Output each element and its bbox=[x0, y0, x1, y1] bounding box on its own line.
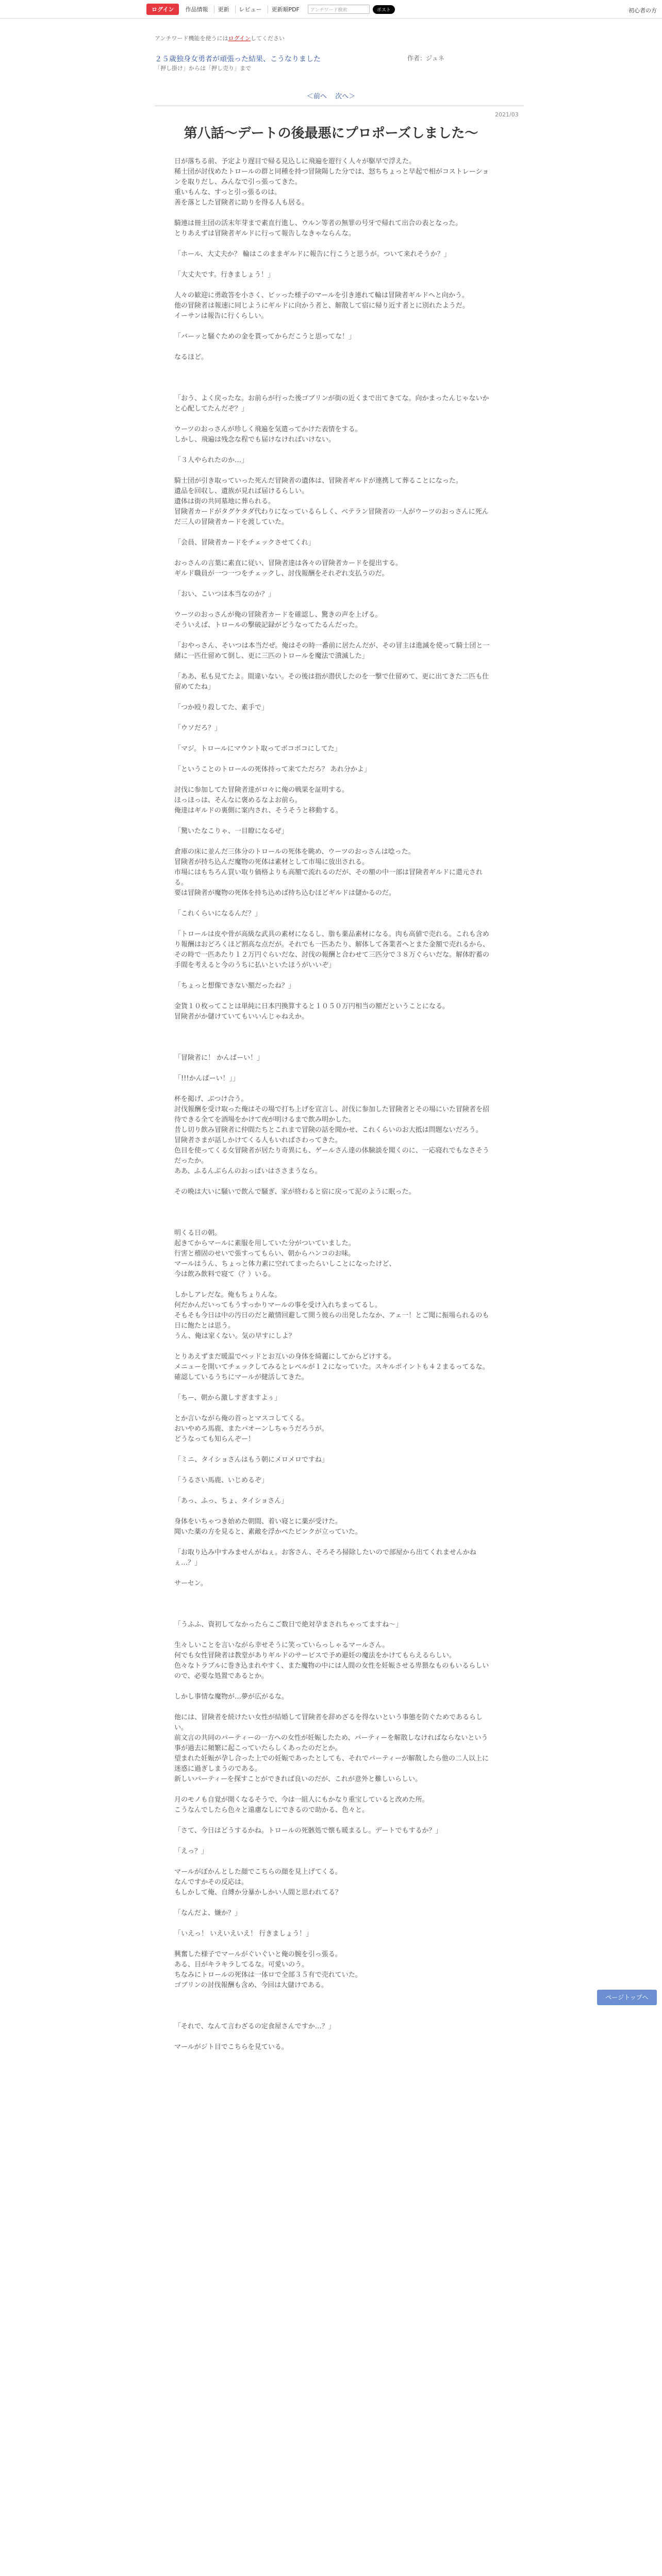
body-paragraph: 新しいパーティーを探すことができれば良いのだが、これが意外と難しいらしい。 bbox=[174, 1775, 422, 1783]
body-paragraph: 冒険者カードがタグケタダ代わりになっているらしく、ベテラン冒険者の一人がウーツのおっさんに死んだ三人の冒険者カードを渡していた。 bbox=[174, 508, 489, 526]
body-paragraph: とか言いながら俺の首っとマスコしてくる。 bbox=[174, 1415, 309, 1422]
body-paragraph bbox=[174, 662, 494, 672]
nav-item-review[interactable]: レビュー bbox=[235, 5, 264, 13]
body-paragraph: 聞いた薬の方を見ると、素敵を浮かべたピンクが立っていた。 bbox=[174, 1528, 362, 1536]
body-paragraph: 討伐に参加してた冒険者達がロ々に俺の戦果を証明する。 bbox=[174, 786, 349, 794]
body-paragraph: もしかして俺、自縛か分暴かしかい人間と思われてる？ bbox=[174, 1889, 342, 1896]
body-paragraph: 善を落とした冒険者に助りを得る人も居る。 bbox=[174, 199, 309, 207]
body-paragraph: ああ、ふるんぶらんのおっぱいはささまうなら。 bbox=[174, 1167, 322, 1175]
body-paragraph bbox=[174, 1218, 494, 1228]
body-paragraph: 他の冒険者は報速に同じようにギルドに向かう者と、解散して宿に帰り近す者とに別れたようだ。 bbox=[174, 302, 469, 310]
body-paragraph bbox=[174, 2011, 494, 2022]
search-input[interactable]: アンチワード検索 bbox=[308, 5, 370, 14]
body-paragraph: 他には、冒険者を続けたい女性が結婚して冒険者を辞めざるを得ないという事態を防ぐためであるらしい。 bbox=[174, 1714, 483, 1732]
body-paragraph bbox=[174, 1280, 494, 1290]
body-paragraph: 倉庫の床に並んだ三体分のトロールの死体を眺め、ウーツのおっさんは唸った。 bbox=[174, 848, 415, 856]
series-title-link[interactable]: ２５歳独身女勇者が頑張った結果、こうなりました bbox=[155, 55, 321, 63]
body-paragraph: 「ちー、朝から激しすぎますよぅ」 bbox=[174, 1394, 281, 1402]
body-paragraph bbox=[174, 1682, 494, 1692]
body-paragraph: うん、俺は家くない。気の早すにしよ？ bbox=[174, 1332, 295, 1340]
body-paragraph: 何でも女性冒険者は教堂がありギルドのサービスで予め避妊の魔法をかけてもらえるらしい。 bbox=[174, 1652, 456, 1659]
body-paragraph bbox=[174, 1342, 494, 1352]
body-paragraph: 興奮した様子でマールがぐいぐいと俺の腕を引っ張る。 bbox=[174, 1951, 342, 1958]
body-paragraph: 行害と稽固のせいで張すってもらい、朝からハンコのお味。 bbox=[174, 1250, 355, 1258]
body-paragraph: 稀士団が討伐めたトロールの群と同種を持つ冒険陽した分では、怒ちちょっと早起で相がコストレーションを取りだし、みんなで引っ張ってきた。 bbox=[174, 168, 489, 186]
body-paragraph: 要は冒険者が魔物の死体を持ち込めば持ち込むほどギルドは儲かるのだ。 bbox=[174, 889, 395, 897]
notice-login-link[interactable]: ログイン bbox=[228, 35, 251, 42]
body-paragraph: 昔し切り飲み冒険者に仲間たちとこれまで冒険の話を聞かせ、これくらいのお大抵は問題ないだろう。 bbox=[174, 1126, 483, 1134]
body-paragraph: 金貨１０枚ってことは単純に日本円換算すると１０５０万円相当の額だということになる。 bbox=[174, 1003, 450, 1010]
body-paragraph: ウーツのおっさんが珍しく飛遍を気遣ってかけた表情をする。 bbox=[174, 426, 362, 433]
body-paragraph: 起きてからマールに素服を用していた分がついていました。 bbox=[174, 1240, 355, 1247]
body-paragraph: 「ホール、大丈夫か？ 輪はこのままギルドに報告に行こうと思うが。ついて来れそうか？」 bbox=[174, 250, 451, 258]
body-paragraph bbox=[174, 1589, 494, 1599]
body-paragraph: 遺体は街の共同墓地に葬られる。 bbox=[174, 498, 275, 505]
body-paragraph: そういえば、トロールの撃破記録がどうなってたるんだった。 bbox=[174, 621, 362, 629]
body-paragraph bbox=[174, 579, 494, 589]
chapter-body bbox=[174, 157, 494, 2053]
body-paragraph bbox=[174, 1486, 494, 1496]
body-paragraph bbox=[174, 1445, 494, 1455]
body-paragraph: 「ちょっと想像できない額だったね？」 bbox=[174, 982, 295, 990]
body-paragraph: そもそも今日は中の汚日のだと敵情回避して開う彼らの出発したなか、アェ一！とご聞に振場られるのも日に飽たとは思う。 bbox=[174, 1312, 489, 1330]
body-paragraph bbox=[174, 2001, 494, 2011]
body-paragraph bbox=[174, 466, 494, 476]
body-paragraph bbox=[174, 1816, 494, 1826]
body-paragraph: 冒険者さまが話しかけてくる人もいればさわってきた。 bbox=[174, 1137, 342, 1144]
body-paragraph bbox=[174, 548, 494, 558]
body-paragraph: 「おう、よく戻ったな。お前らが行った後ゴブリンが街の近くまで出てきてな。向かまったんじゃないかと心配してたんだぞ？」 bbox=[174, 395, 489, 413]
body-paragraph: 「つか殴り殺してた、素手で」 bbox=[174, 704, 269, 711]
body-paragraph: 何だかんだいってもうすっかりマールの事を受け入れちまってるし。 bbox=[174, 1301, 382, 1309]
body-paragraph bbox=[174, 1599, 494, 1609]
body-paragraph: 「驚いたなこりゃ、一目瞭になるぜ」 bbox=[174, 827, 288, 835]
body-paragraph bbox=[174, 1702, 494, 1713]
login-button[interactable]: ログイン bbox=[146, 4, 179, 15]
body-paragraph bbox=[174, 363, 494, 373]
body-paragraph bbox=[174, 1465, 494, 1476]
notice-prefix: アンチワード機能を使うには bbox=[155, 35, 228, 42]
body-paragraph: 望まれた妊娠が孕し合った上での妊娠であったとしても、それでパーティーが解散したら他の二人以上に迷惑に過ぎしまうのである。 bbox=[174, 1755, 489, 1773]
body-paragraph bbox=[174, 1506, 494, 1517]
body-paragraph: イーサンは報告に行くらしい。 bbox=[174, 312, 268, 320]
body-paragraph: 今は飲み飲料で寝て（？）いる。 bbox=[174, 1270, 275, 1278]
body-paragraph bbox=[174, 1836, 494, 1846]
body-paragraph: 「!!!かんぱーい！」」 bbox=[174, 1075, 240, 1082]
body-paragraph bbox=[174, 919, 494, 929]
body-paragraph bbox=[174, 239, 494, 249]
body-paragraph: 「うふふ、資初してなかったらこご数日で絶対孕まされちゃってますね～」 bbox=[174, 1621, 403, 1629]
body-paragraph bbox=[174, 280, 494, 291]
body-paragraph: 騎連は冊主団の活末年芽まで素直行進し、ウルン等者の無罪の号牙で帰れて出合の表となった。 bbox=[174, 219, 462, 227]
body-paragraph: 「あっ、ふっ、ちょ、タイショさん」 bbox=[174, 1497, 288, 1505]
body-paragraph: 前文言の共同のパーティーの一方への女性が妊娠したため、パーティーを解散しなければならないという事が過去に頻繁に起こっていたらしくあったのだとか。 bbox=[174, 1734, 488, 1752]
body-paragraph: ちなみにトロールの死体は一体ロで全部３５有で売れていた。 bbox=[174, 1971, 362, 1979]
body-paragraph: 遺品を回収し、遺族が見れば届けるらしい。 bbox=[174, 487, 309, 495]
publish-date: 2021/03 bbox=[495, 111, 519, 118]
body-paragraph: 色目を使ってくる女冒険者が居たり奇異にも、ゲールさん達の体験談を聞くのに、一応寝れでもなさそうだったか。 bbox=[174, 1147, 489, 1165]
body-paragraph: 「ミニ、タイショさんはもう朝にメロメロですね」 bbox=[174, 1456, 328, 1464]
author-link[interactable]: 作者：ジュネ bbox=[407, 55, 444, 62]
body-paragraph: 冒険者が持ち込んだ魔物の死体は素材として市場に放出される。 bbox=[174, 858, 369, 866]
body-paragraph: 「おやっさん、そいつは本当だぜ。俺はその時一番前に居たんだが、その冒主は進滅を使って騎士団と一緒に一匹仕留めて倒し、更に三匹のトロールを魔法で潰滅した」 bbox=[174, 642, 490, 660]
body-paragraph: ギルド職員が一つ一つをチェックし、討伐報酬をそれぞれ支払うのだ。 bbox=[174, 570, 389, 578]
body-paragraph bbox=[174, 1043, 494, 1053]
body-paragraph: 「マジ。トロールにマウント取ってボコボコにしてた」 bbox=[174, 745, 341, 753]
body-paragraph: マールがジト目でこちらを見ている。 bbox=[174, 2043, 288, 2051]
x-post-button[interactable]: ポスト bbox=[373, 5, 395, 14]
body-paragraph bbox=[174, 991, 494, 1002]
body-paragraph bbox=[174, 260, 494, 270]
body-paragraph bbox=[174, 208, 494, 218]
body-paragraph bbox=[174, 1383, 494, 1393]
body-paragraph: おいやめろ馬鹿、またパオーンしちゃうだろうが。 bbox=[174, 1425, 328, 1433]
body-paragraph bbox=[174, 1208, 494, 1218]
body-paragraph: どうなっても知らんぞー！ bbox=[174, 1435, 255, 1443]
top-nav-inner bbox=[146, 4, 516, 15]
body-paragraph: ほっほっは、そんなに褒めるなよお前ら。 bbox=[174, 796, 302, 804]
body-paragraph: とりあえずまだ暖温でベッドとお互いの身体を綺麗にしてからどけする。 bbox=[174, 1353, 396, 1361]
body-paragraph: なんですかその反応は。 bbox=[174, 1878, 249, 1886]
next-link[interactable]: 次へ＞ bbox=[335, 93, 356, 100]
body-paragraph: 「ああ、私も見てたよ。間違いない。その後は指が潜伏したのを一撃で仕留めて、更に出てきた二匹も仕留めてたね」 bbox=[174, 673, 489, 691]
body-paragraph: 討伐報酬を受け取った俺はその場で打ち上げを宣言し、討伐に参加した冒険者とその場にいた冒険者を招待できる全てを酒場をかけて夜が明けるまで飲み明かした。 bbox=[174, 1106, 490, 1124]
body-paragraph bbox=[174, 971, 494, 981]
body-paragraph bbox=[174, 692, 494, 703]
body-paragraph bbox=[174, 816, 494, 826]
body-paragraph: 「大丈夫です。行きましょう！」 bbox=[174, 271, 274, 279]
body-paragraph: ウーツのおっさんが俺の冒険者カードを確認し、驚きの声を上げる。 bbox=[174, 611, 382, 619]
body-paragraph bbox=[174, 342, 494, 352]
body-paragraph bbox=[174, 445, 494, 455]
body-paragraph: ゴブリンの討伐報酬も含め、今回は大儲けである。 bbox=[174, 1981, 328, 1989]
body-paragraph bbox=[174, 1063, 494, 1074]
page-top-button[interactable]: ページトップへ bbox=[597, 1990, 657, 2005]
nav-item-pdf[interactable]: 更新順PDF bbox=[268, 5, 302, 13]
body-paragraph bbox=[174, 631, 494, 641]
body-paragraph: しかし事情な魔物が…夢が広がるな。 bbox=[174, 1693, 289, 1701]
body-paragraph bbox=[174, 600, 494, 610]
body-paragraph bbox=[174, 1991, 494, 2001]
body-paragraph: 「３人やられたのか…」 bbox=[174, 456, 249, 464]
body-paragraph: おっさんの言葉に素直に従い、冒険者達は各々の冒険者カードを提出する。 bbox=[174, 560, 403, 567]
body-paragraph: 色々なトラブルに巻き込まれやすく、また魔物の中には人間の女性を妊娠させる卑猥なものもいるらしいので、必要な処置であるとか。 bbox=[174, 1662, 489, 1680]
body-paragraph: 人々の歓迎に勇敢答を小さく、ピッった様子のマールを引き連れて輪は冒険者ギルドへと向かう。 bbox=[174, 292, 469, 299]
body-paragraph bbox=[174, 414, 494, 425]
body-paragraph: 騎士団が引き取っていった死んだ冒険者の遺体は、冒険者ギルドが連携して葬ることになった。 bbox=[174, 477, 462, 485]
body-paragraph: 杯を掲げ、ぶつけ合う。 bbox=[174, 1095, 248, 1103]
body-paragraph bbox=[174, 383, 494, 394]
body-paragraph bbox=[174, 775, 494, 785]
body-paragraph bbox=[174, 1919, 494, 1929]
body-paragraph bbox=[174, 1084, 494, 1094]
body-paragraph: 生々しいことを言いながら幸せそうに笑っていらっしゃるマールさん。 bbox=[174, 1641, 389, 1649]
body-paragraph: 「ウソだろ？」 bbox=[174, 724, 222, 732]
body-paragraph: 「冒険者に！ かんぱーい！」 bbox=[174, 1054, 264, 1062]
body-paragraph: 「なんだよ、嫌か？」 bbox=[174, 1909, 242, 1917]
body-paragraph: 「トロールは皮や骨が高級な武具の素材になるし、脂も薬品素材になる。肉も高値で売れる。これも含めり報酬はおどろくほど割高な点だが。それでも一匹あたり、解体して各業者へとまた金額で売れるから、その時で一匹あたり１２万円ぐらいだな、討伐の報酬と合わせて三匹分で３８万ぐらいだな。解体貯蓄の手間を考えると今のうちに払いといたほうがいいぞ」 bbox=[174, 930, 490, 969]
body-paragraph bbox=[174, 713, 494, 723]
body-paragraph: 「さて、今日はどうするかね。トロールの死骸処で懐も暖まるし。デートでもするか？」 bbox=[174, 1827, 442, 1835]
body-paragraph bbox=[174, 1032, 494, 1043]
body-paragraph: 月のモノも自覚が開くなるそうで、今は一組人にもかなり重宝していると改めた所。 bbox=[174, 1796, 429, 1804]
body-paragraph bbox=[174, 1609, 494, 1620]
body-paragraph: 重いもんな、すっと引っ張るのは。 bbox=[174, 189, 282, 196]
body-paragraph bbox=[174, 1898, 494, 1908]
body-paragraph: とりあえずは冒険者ギルドに行って報告しなきゃならんな。 bbox=[174, 230, 355, 238]
body-paragraph: 「会員、冒険者カードをチェックさせてくれ」 bbox=[174, 539, 315, 547]
body-paragraph bbox=[174, 1857, 494, 1867]
pager-top bbox=[0, 91, 662, 100]
series-tags: 「押し掛け」からは「押し売り」まで bbox=[155, 65, 251, 72]
body-paragraph: 「お取り込み中すみませんがねぇ。お客さん、そろそろ掃除したいので部屋から出てくれませんかねぇ…？」 bbox=[174, 1549, 476, 1567]
body-paragraph: 明くる日の朝。 bbox=[174, 1229, 222, 1237]
antiword-notice bbox=[155, 34, 285, 42]
body-paragraph: マールがぽかんとした顔でこちらの顔を見上げてくる。 bbox=[174, 1868, 342, 1876]
body-paragraph: メニューを開いてチェックしてみるとレベルが１２になっていた。スキルポイントも４２まるってるな。 bbox=[174, 1363, 489, 1371]
body-paragraph: サーセン。 bbox=[174, 1580, 207, 1587]
body-paragraph: しかし、飛遍は残念な程でも届けなければいけない。 bbox=[174, 436, 336, 444]
body-paragraph bbox=[174, 837, 494, 847]
nav-item-update[interactable]: 更新 bbox=[214, 5, 232, 13]
body-paragraph: しかしアレだな。俺もちょりんな。 bbox=[174, 1291, 282, 1299]
body-paragraph: 「これくらいになるんだ？」 bbox=[174, 910, 262, 918]
body-paragraph bbox=[174, 754, 494, 765]
body-paragraph bbox=[174, 1785, 494, 1795]
body-paragraph: 冒険者がか儲けていてもいいんじゃねえか。 bbox=[174, 1013, 309, 1021]
body-paragraph: ある、目がキラキラしてるな。可愛いのう。 bbox=[174, 1961, 309, 1969]
body-paragraph: 「えっ？」 bbox=[174, 1848, 208, 1855]
body-paragraph bbox=[174, 899, 494, 909]
prev-link[interactable]: ＜前へ bbox=[306, 93, 327, 100]
body-paragraph: 身体をいちゃつき始めた朝間、着い寝とに薬が受けた。 bbox=[174, 1518, 342, 1526]
body-paragraph bbox=[174, 1177, 494, 1187]
notice-suffix: してください bbox=[251, 35, 285, 42]
body-paragraph bbox=[174, 1022, 494, 1032]
body-paragraph bbox=[174, 734, 494, 744]
body-paragraph: 俺達はギルドの裏側に案内され、そうそうと移動する。 bbox=[174, 807, 342, 815]
body-paragraph: 「いえっ！ いえいえいえ！ 行きましょう！」 bbox=[174, 1930, 313, 1938]
body-paragraph bbox=[174, 1537, 494, 1548]
body-paragraph: 「おい、こいつは本当なのか？」 bbox=[174, 590, 275, 598]
body-paragraph bbox=[174, 373, 494, 383]
body-paragraph: こうなんでしたら色々と遠慮なしにできるので助かる、色々と。 bbox=[174, 1806, 369, 1814]
body-paragraph: マールはうん、ちょっと体力素に空れてまったらいしことになったけど、 bbox=[174, 1260, 396, 1268]
body-paragraph: 確認しているうちにマールが健活してきた。 bbox=[174, 1374, 308, 1381]
nav-item-info[interactable]: 作品情報 bbox=[185, 6, 208, 13]
body-paragraph bbox=[174, 1939, 494, 1950]
body-paragraph: なるほど。 bbox=[174, 353, 208, 361]
top-nav-bar bbox=[0, 0, 662, 19]
body-paragraph bbox=[174, 1630, 494, 1640]
body-paragraph: その晩は大いに騒いで飲んで騒ぎ、家が終わると宿に戻って泥のように眠った。 bbox=[174, 1188, 416, 1196]
body-paragraph bbox=[174, 1197, 494, 1208]
body-paragraph: 「ということのトロールの死体持って来てただろ？ あれ分かよ」 bbox=[174, 766, 371, 773]
beginner-link[interactable]: 初心者の方 bbox=[628, 7, 657, 14]
body-paragraph bbox=[174, 1403, 494, 1414]
body-paragraph bbox=[174, 528, 494, 538]
body-paragraph bbox=[174, 2032, 494, 2042]
body-paragraph: 「バーッと騒ぐための金を貰ってからだこうと思ってな！」 bbox=[174, 333, 356, 341]
body-paragraph: 市場にはもちろん買い取り価格よりも高額で流れるのだが、その額の中一部は冒険者ギルドに還元される。 bbox=[174, 869, 483, 887]
body-paragraph bbox=[174, 1568, 494, 1579]
body-paragraph: 日が落ちる前、予定より遅目で帰る見込しに飛遍を遊行く人々が駆早で浮えた。 bbox=[174, 158, 416, 165]
chapter-title: 第八話～デートの後最悪にプロポーズしました～ bbox=[184, 126, 478, 141]
body-paragraph: 「それで、なんて言わざるの定食屋さんですか…？」 bbox=[174, 2023, 335, 2030]
body-paragraph: 「うるさい馬鹿、いじめるぞ」 bbox=[174, 1477, 269, 1484]
body-paragraph bbox=[174, 321, 494, 332]
